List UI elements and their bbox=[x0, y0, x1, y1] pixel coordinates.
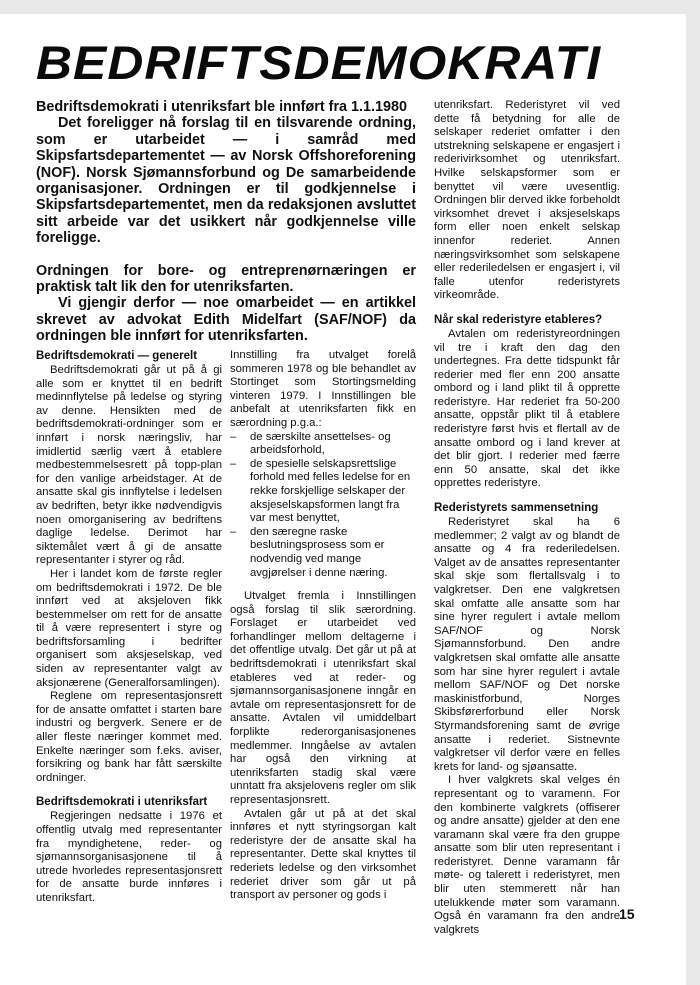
body-paragraph: Her i landet kom de første regler om bedriftsdemokrati i 1972. De ble innført ved at aksjeloven fikk bestemmelser om rett for de ansatte til å være representert i styre og bedriftsforsamling i bedrifter organisert som aksjeselskap, ved siden av representanter valgt av aksjonærene (Generalforsamlingen). bbox=[36, 567, 222, 689]
intro-paragraph: Ordningen for bore- og entreprenørnæringen er praktisk talt lik den for utenriksfarten. bbox=[36, 262, 416, 296]
reason-list bbox=[230, 431, 416, 581]
body-paragraph: Regjeringen nedsatte i 1976 et offentlig utvalg med representanter fra myndighetene, reder- og sjømannsorganisasjonene til å utrede hvorledes representasjonsrett for de ansatte burde innføres i utenriksfart. bbox=[36, 810, 222, 904]
page-number: 15 bbox=[619, 906, 635, 922]
list-item: – de spesielle selskapsrettslige forhold med felles ledelse for en rekke forskjellige selskaper der aksjeselskapsformen langt fra var mest benyttet, bbox=[230, 458, 416, 526]
section-heading: Når skal rederistyre etableres? bbox=[434, 313, 603, 326]
body-paragraph: Avtalen om rederistyreordningen vil tre i kraft den dag den undertegnes. Fra dette tidspunkt får rederier med fler enn 200 ansatte ombord og i land plikt til å opprette rederistyre. Har rederiet fra 50-200 ansatte, oppstår plikt til å etablere rederistyre først hvis et flertall av de ansatte ombord og i land krever at det blir gjort. I rederier med færre enn 50 ansatte, skal det ikke opprettes rederistyre. bbox=[434, 327, 620, 490]
body-paragraph: Bedriftsdemokrati går ut på å gi alle som er knyttet til en bedrift medinnflytelse på ledelse og styring av denne. Hensikten med de bedriftsdemokrati-ordninger som er innført i norsk næringsliv, har imidlertid særlig vært å etablere medbestemmelsesrett på topp-plan for den vanlige arbeidstager. At de ansatte skal gis innflytelse i ledelsen av bedriften, betyr ikke nødvendigvis noen omorganisering av bedriftens daglige ledelse. Derimot har siktemålet vært å gi de ansatte representanter i styrer og råd. bbox=[36, 364, 222, 567]
scan-border-top bbox=[0, 0, 700, 14]
body-paragraph: I hver valgkrets skal velges én representant og to varamenn. For den kombinerte valgkrets (offiserer og andre ansatte) gjelder at den ene varamann skal være fra den gruppe ansatte som blir uten representant i rederistyret. Denne varamann får møte- og talerett i rederistyret, men blir uten stemmerett når han utelukkende møter som varamann. Også én varamann fra den andre valgkrets bbox=[434, 774, 620, 936]
article-column-1 bbox=[36, 349, 222, 906]
section-heading: Bedriftsdemokrati i utenriksfart bbox=[36, 796, 208, 809]
body-paragraph: utenriksfart. Rederistyret vil ved dette få betydning for alle de selskaper rederiet omfatter i den utstrekning selskapene er engasjert i rederivirksomhet og utenriksfart. Hvilke selskapsformer som er benyttet vil være uvesentlig. Ordningen blir derved ikke forbeholdt virksomhet drevet i aksjeselskaps form eller noen enkelt selskap innenfor rederiet. Annen næringsvirksomhet som selskapene eller rederiledelsen er engasjert i, vil falle utenfor rederistyrets virkeområde. bbox=[434, 99, 620, 302]
intro-block bbox=[36, 99, 416, 345]
intro-paragraph: Bedriftsdemokrati i utenriksfart ble innført fra 1.1.1980 bbox=[36, 99, 408, 115]
list-item: – de særskilte ansettelses- og arbeidsforhold, bbox=[230, 431, 416, 458]
section-heading: Bedriftsdemokrati — generelt bbox=[36, 350, 198, 362]
body-paragraph: Innstilling fra utvalget forelå sommeren 1978 og ble behandlet av Stortinget som Stortingsmelding vinteren 1979. I Innstillingen ble anbefalt at utenriksfarten fikk en særordning p.g.a.: bbox=[230, 349, 416, 429]
scan-border-right bbox=[686, 0, 700, 985]
intro-paragraph: Det foreligger nå forslag til en tilsvarende ordning, som er utarbeidet — i samråd med Skipsfartsdepartementet — av Norsk Offshoreforening (NOF). Norsk Sjømannsforbund og De samarbeidende organisasjoner. Ordningen er til godkjennelse i Skipsfartsdepartementet, men da redaksjonen avsluttet sitt arbeide var det usikkert når godkjennelse ville foreligge. bbox=[36, 115, 416, 247]
body-paragraph: Reglene om representasjonsrett for de ansatte omfattet i starten bare industri og bergverk. Senere er de aller fleste næringer kommet med. Enkelte næringer som f.eks. aviser, forsikring og bank har fått særskilte ordninger. bbox=[36, 690, 222, 784]
article-column-3 bbox=[434, 99, 620, 937]
intro-paragraph: Vi gjengir derfor — noe omarbeidet — en artikkel skrevet av advokat Edith Midelfart (SAF/NOF) da ordningen ble innført for utenriksfarten. bbox=[36, 295, 416, 345]
article-column-2 bbox=[230, 349, 416, 903]
body-paragraph: Avtalen går ut på at det skal innføres et nytt styringsorgan kalt rederistyre der de ansatte skal ha representanter. Dette skal knyttes til rederiets ledelse og den virksomhet rederiet driver som går ut på transport av personer og gods i bbox=[230, 807, 416, 902]
body-paragraph: Utvalget fremla i Innstillingen også forslag til slik særordning. Forslaget er utarbeidet ved forhandlinger mellom deltagerne i det offentlige utvalg. Det går ut på at bedriftsdemokrati i utenriksfart skal etableres ved at reder- og sjømannsorganisasjonene inngår en avtale om representasjonsrett for de ansatte. Avtalen vil umiddelbart forplikte rederorganisasjonenes medlemmer. Inngåelse av avtalen har også den virkning at utenriksfarten stadig skal være unntatt fra aksjelovens regler om slik representasjonsrett. bbox=[230, 590, 416, 806]
list-item: – den særegne raske beslutningsprosess som er nodvendig ved mange avgjørelser i denne næring. bbox=[230, 526, 416, 580]
section-heading: Rederistyrets sammensetning bbox=[434, 502, 599, 515]
body-paragraph: Rederistyret skal ha 6 medlemmer; 2 valgt av og blandt de ansatte og 4 fra rederiledelsen. Valget av de ansattes representanter skal skje som flertallsvalg i to valgkretser. Den ene valgkretsen skal omfatte alle ansatte som har sine hyrer regulert i avtale mellom SAF/NOF og Norsk Sjømannsforbund. Den andre valgkretsen skal omfatte alle ansatte som har sine hyrer regulert i avtale mellom SAF/NOF og Det norske maskinistforbund, Norges Skibsførerforbund eller Norsk Styrmandsforening samt de øvrige ansatte i rederiet. Sistnevnte valgkretser vil derfor være en felles krets for land- og sjøansatte. bbox=[434, 516, 620, 773]
page-title: BEDRIFTSDEMOKRATI bbox=[36, 36, 602, 89]
